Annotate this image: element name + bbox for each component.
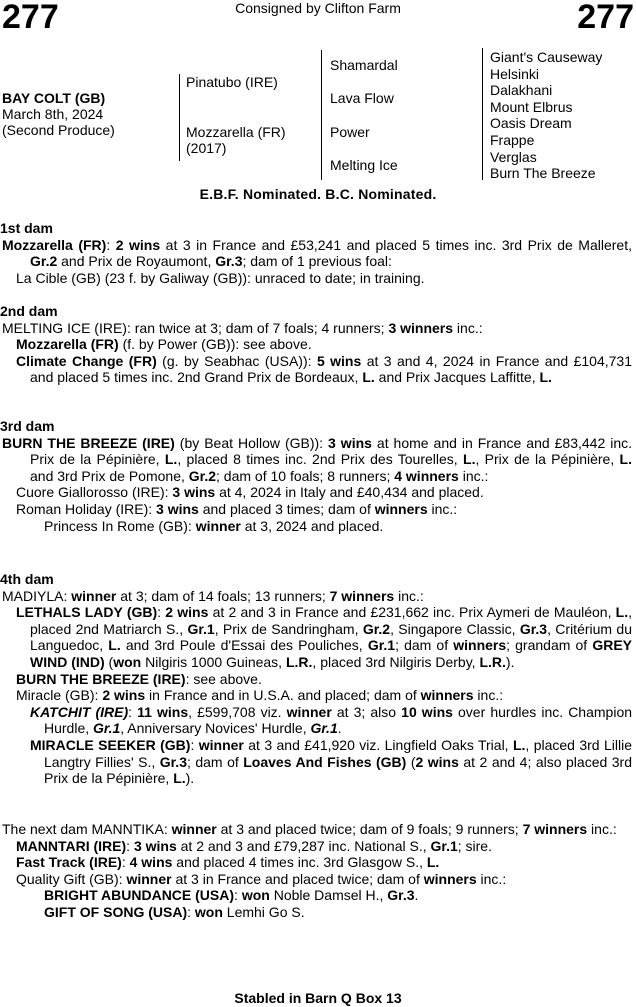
section-next-dam	[0, 821, 632, 921]
pedigree-dam: Mozzarella (FR)	[186, 124, 286, 140]
pedigree-gen3-7: Verglas	[490, 148, 537, 165]
section-title: 1st dam	[0, 220, 53, 236]
lot-number-left: 277	[2, 0, 59, 36]
section-title: 2nd dam	[0, 303, 58, 319]
horse-name: BAY COLT (GB)	[2, 90, 106, 106]
pedigree-bracket-2	[321, 50, 322, 180]
pedigree-dam-year: (2017)	[186, 140, 227, 156]
section-second-dam	[0, 303, 632, 386]
foal-entry: La Cible (GB) (23 f. by Galiway (GB)): unraced to date; in training.	[16, 269, 425, 286]
foal-entry: BURN THE BREEZE (IRE): see above.	[16, 670, 262, 687]
pedigree-gen2-1: Shamardal	[330, 57, 398, 73]
horse-produce: (Second Produce)	[2, 122, 115, 138]
foal-entry: Mozzarella (FR) (f. by Power (GB)): see above.	[16, 336, 312, 353]
section-third-dam	[0, 418, 632, 534]
foal-entry: KATCHIT (IRE): 11 wins, £599,708 viz. winner at 3; also 10 wins over hurdles inc. Champion Hurdle, Gr.1, Anniversary Novices' Hurdle, Gr.1.	[30, 703, 633, 737]
section-title: 4th dam	[0, 571, 54, 587]
pedigree-gen2-2: Lava Flow	[330, 90, 394, 106]
dam-entry: Mozzarella (FR): 2 wins at 3 in France and £53,241 and placed 5 times inc. 3rd Prix de Malleret, Gr.2 and Prix de Royaumont, Gr.3; dam of 1 previous foal:	[2, 236, 632, 270]
foal-entry: LETHALS LADY (GB): 2 wins at 2 and 3 in France and £231,662 inc. Prix Aymeri de Mauléon, L., placed 2nd Matriarch S., Gr.1, Prix de Sandringham, Gr.2, Singapore Classic, Gr.3, Critérium du Languedoc, L. and 3rd Poule d'Essai des Pouliches, Gr.1; dam of winners; grandam of GREY WIND (IND) (won Nilgiris 1000 Guineas, L.R., placed 3rd Nilgiris Derby, L.R.).	[16, 604, 633, 670]
pedigree-gen3-2: Helsinki	[490, 65, 540, 82]
section-first-dam	[0, 220, 632, 286]
foal-entry: Princess In Rome (GB): winner at 3, 2024 and placed.	[44, 517, 384, 534]
pedigree-gen3-3: Dalakhani	[490, 82, 553, 99]
foal-entry: GIFT OF SONG (USA): won Lemhi Go S.	[44, 903, 305, 920]
foal-entry: Climate Change (FR) (g. by Seabhac (USA)): 5 wins at 3 and 4, 2024 in France and £104,731 and placed 5 times inc. 2nd Grand Prix de Bordeaux, L. and Prix Jacques Laffitte, L.	[16, 352, 632, 386]
lot-number-right: 277	[577, 0, 634, 36]
foal-entry: Miracle (GB): 2 wins in France and in U.S.A. and placed; dam of winners inc.:	[16, 687, 504, 704]
pedigree-gen3-1: Giant's Causeway	[490, 49, 603, 65]
foal-entry: Roman Holiday (IRE): 3 wins and placed 3 times; dam of winners inc.:	[16, 500, 458, 517]
nominations: E.B.F. Nominated. B.C. Nominated.	[199, 186, 437, 202]
foal-entry: Fast Track (IRE): 4 wins and placed 4 times inc. 3rd Glasgow S., L.	[16, 854, 440, 871]
horse-dob: March 8th, 2024	[2, 106, 104, 122]
horse-identity	[2, 90, 115, 138]
pedigree-gen3-8: Burn The Breeze	[490, 165, 596, 182]
pedigree-bracket-3	[482, 48, 483, 180]
dam-entry: MELTING ICE (IRE): ran twice at 3; dam of 7 foals; 4 runners; 3 winners inc.:	[2, 319, 483, 336]
stabling-info: Stabled in Barn Q Box 13	[234, 990, 402, 1006]
dam-entry: MADIYLA: winner at 3; dam of 14 foals; 13 runners; 7 winners inc.:	[2, 587, 424, 604]
section-title: 3rd dam	[0, 418, 55, 434]
pedigree-bracket-1	[179, 74, 180, 161]
pedigree-gen3-6: Frappe	[490, 131, 535, 148]
pedigree-sire: Pinatubo (IRE)	[186, 74, 278, 90]
pedigree-gen2-4: Melting Ice	[330, 157, 398, 173]
consignor: Consigned by Clifton Farm	[235, 0, 401, 16]
foal-entry: Cuore Giallorosso (IRE): 3 wins at 4, 2024 in Italy and £40,434 and placed.	[16, 484, 484, 501]
foal-entry: MIRACLE SEEKER (GB): winner at 3 and £41,920 viz. Lingfield Oaks Trial, L., placed 3rd Lillie Langtry Fillies' S., Gr.3; dam of Loaves And Fishes (GB) (2 wins at 2 and 4; also placed 3rd Prix de la Pépinière, L.).	[30, 736, 632, 787]
dam-entry: BURN THE BREEZE (IRE) (by Beat Hollow (GB)): 3 wins at home and in France and £83,442 inc. Prix de la Pépinière, L., placed 8 times inc. 2nd Prix des Tourelles, L., Prix de la Pépinière, L. and 3rd Prix de Pomone, Gr.2; dam of 10 foals; 8 runners; 4 winners inc.:	[2, 434, 632, 484]
pedigree-gen3	[490, 49, 602, 182]
dam-entry: The next dam MANNTIKA: winner at 3 and placed twice; dam of 9 foals; 9 runners; 7 winners inc.:	[2, 821, 617, 837]
foal-entry: MANNTARI (IRE): 3 wins at 2 and 3 and £79,287 inc. National S., Gr.1; sire.	[16, 837, 492, 854]
pedigree-gen3-4: Mount Elbrus	[490, 98, 573, 115]
pedigree-gen2-3: Power	[330, 124, 370, 140]
foal-entry: BRIGHT ABUNDANCE (USA): won Noble Damsel H., Gr.3.	[44, 887, 419, 904]
pedigree-gen3-5: Oasis Dream	[490, 115, 572, 132]
foal-entry: Quality Gift (GB): winner at 3 in France and placed twice; dam of winners inc.:	[16, 870, 507, 887]
section-fourth-dam	[0, 571, 632, 787]
